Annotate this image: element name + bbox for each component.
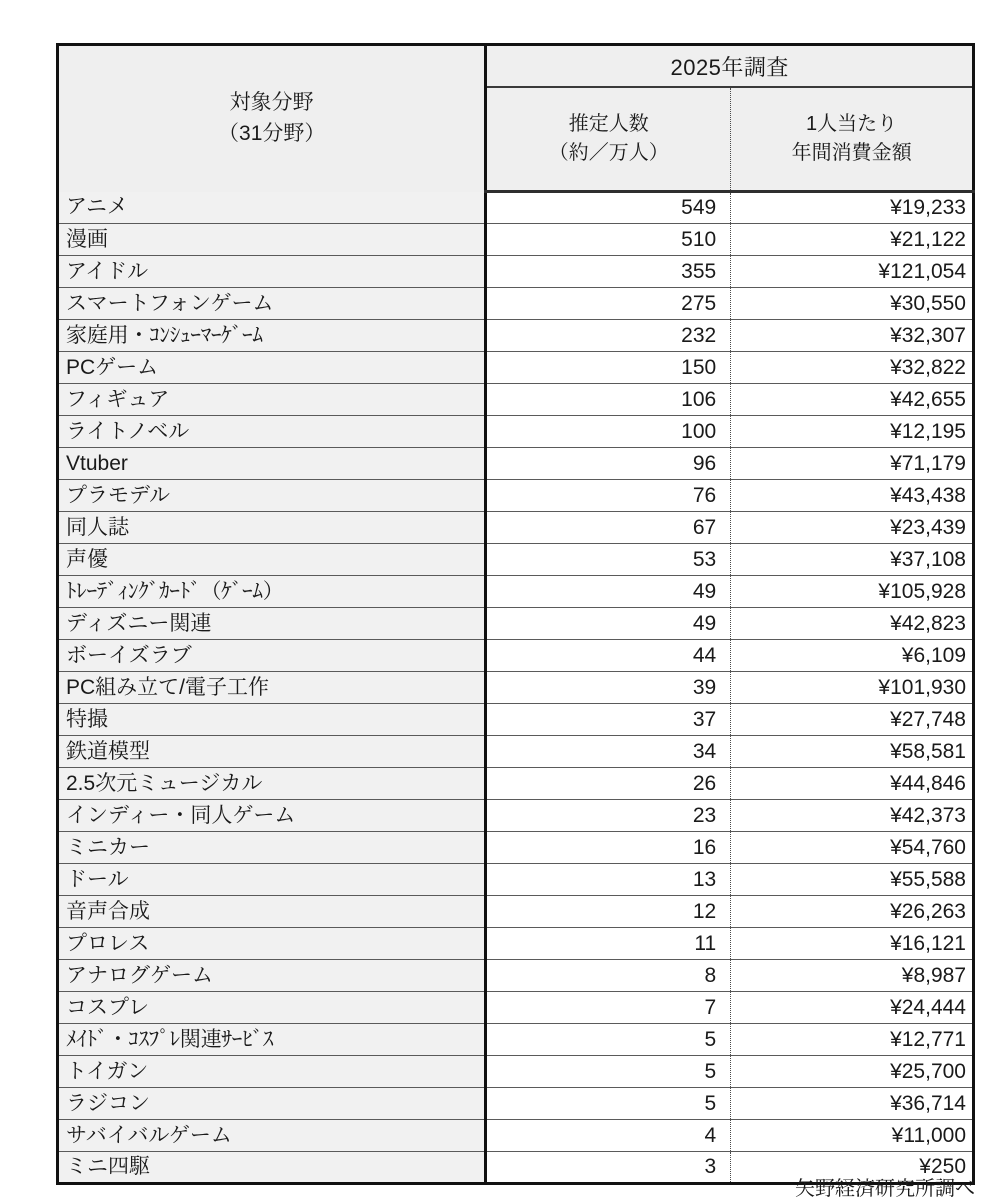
cell-field-name: コスプレ: [58, 992, 486, 1024]
table-row: [58, 640, 974, 672]
cell-field-name: インディー・同人ゲーム: [58, 800, 486, 832]
table-row: [58, 1120, 974, 1152]
cell-annual-spend: ¥43,438: [731, 480, 974, 512]
table-row: [58, 1056, 974, 1088]
cell-annual-spend: ¥42,655: [731, 384, 974, 416]
cell-estimated-people: 150: [486, 352, 731, 384]
cell-annual-spend: ¥121,054: [731, 256, 974, 288]
cell-annual-spend: ¥19,233: [731, 192, 974, 224]
cell-field-name: プロレス: [58, 928, 486, 960]
cell-annual-spend: ¥12,195: [731, 416, 974, 448]
cell-estimated-people: 4: [486, 1120, 731, 1152]
cell-annual-spend: ¥55,588: [731, 864, 974, 896]
cell-estimated-people: 100: [486, 416, 731, 448]
cell-estimated-people: 232: [486, 320, 731, 352]
cell-estimated-people: 3: [486, 1152, 731, 1184]
cell-annual-spend: ¥8,987: [731, 960, 974, 992]
cell-annual-spend: ¥23,439: [731, 512, 974, 544]
header-estimated-people: [486, 87, 731, 192]
table-row: [58, 320, 974, 352]
cell-field-name: アイドル: [58, 256, 486, 288]
cell-field-name: ドール: [58, 864, 486, 896]
table-row: [58, 960, 974, 992]
header-field-column: [58, 45, 486, 192]
table-row: [58, 544, 974, 576]
cell-field-name: 特撮: [58, 704, 486, 736]
cell-annual-spend: ¥250: [731, 1152, 974, 1184]
cell-field-name: ディズニー関連: [58, 608, 486, 640]
table-row: [58, 448, 974, 480]
cell-field-name: ミニ四駆: [58, 1152, 486, 1184]
cell-annual-spend: ¥32,822: [731, 352, 974, 384]
cell-field-name: アナログゲーム: [58, 960, 486, 992]
cell-field-name: 家庭用・ｺﾝｼｭｰﾏｰｹﾞｰﾑ: [58, 320, 486, 352]
cell-estimated-people: 549: [486, 192, 731, 224]
table-row: [58, 352, 974, 384]
cell-estimated-people: 96: [486, 448, 731, 480]
cell-estimated-people: 5: [486, 1056, 731, 1088]
cell-field-name: 同人誌: [58, 512, 486, 544]
cell-field-name: アニメ: [58, 192, 486, 224]
cell-estimated-people: 39: [486, 672, 731, 704]
table-row: [58, 256, 974, 288]
cell-annual-spend: ¥42,823: [731, 608, 974, 640]
header-spend-label-line2: 年間消費金額: [791, 142, 912, 164]
cell-estimated-people: 49: [486, 608, 731, 640]
cell-annual-spend: ¥16,121: [731, 928, 974, 960]
cell-estimated-people: 5: [486, 1024, 731, 1056]
cell-field-name: プラモデル: [58, 480, 486, 512]
cell-field-name: PC組み立て/電子工作: [58, 672, 486, 704]
cell-annual-spend: ¥24,444: [731, 992, 974, 1024]
cell-field-name: ライトノベル: [58, 416, 486, 448]
cell-estimated-people: 11: [486, 928, 731, 960]
cell-annual-spend: ¥11,000: [731, 1120, 974, 1152]
table-row: [58, 416, 974, 448]
cell-annual-spend: ¥42,373: [731, 800, 974, 832]
cell-annual-spend: ¥36,714: [731, 1088, 974, 1120]
cell-estimated-people: 76: [486, 480, 731, 512]
table-row: [58, 992, 974, 1024]
table-header: [58, 45, 974, 192]
header-survey-year: 2025年調査: [486, 45, 974, 88]
header-people-label-line2: （約／万人）: [548, 142, 669, 164]
cell-field-name: 漫画: [58, 224, 486, 256]
cell-field-name: ﾒｲﾄﾞ・ｺｽﾌﾟﾚ関連ｻｰﾋﾞｽ: [58, 1024, 486, 1056]
cell-annual-spend: ¥30,550: [731, 288, 974, 320]
table-row: [58, 832, 974, 864]
table-row: [58, 480, 974, 512]
cell-field-name: トイガン: [58, 1056, 486, 1088]
table-row: [58, 768, 974, 800]
header-field-label-line1: 対象分野: [229, 91, 314, 115]
cell-annual-spend: ¥58,581: [731, 736, 974, 768]
cell-annual-spend: ¥37,108: [731, 544, 974, 576]
cell-estimated-people: 49: [486, 576, 731, 608]
table-row: [58, 1024, 974, 1056]
cell-field-name: ﾄﾚｰﾃﾞｨﾝｸﾞｶｰﾄﾞ（ｹﾞｰﾑ）: [58, 576, 486, 608]
table-body: [58, 192, 974, 1184]
cell-estimated-people: 510: [486, 224, 731, 256]
cell-annual-spend: ¥25,700: [731, 1056, 974, 1088]
table-row: [58, 672, 974, 704]
cell-annual-spend: ¥21,122: [731, 224, 974, 256]
table-row: [58, 224, 974, 256]
table-row: [58, 512, 974, 544]
cell-annual-spend: ¥54,760: [731, 832, 974, 864]
cell-estimated-people: 37: [486, 704, 731, 736]
source-credit: 矢野経済研究所調べ: [795, 1178, 975, 1200]
table-row: [58, 864, 974, 896]
cell-field-name: ミニカー: [58, 832, 486, 864]
cell-annual-spend: ¥105,928: [731, 576, 974, 608]
cell-field-name: 声優: [58, 544, 486, 576]
cell-field-name: 音声合成: [58, 896, 486, 928]
cell-estimated-people: 8: [486, 960, 731, 992]
cell-estimated-people: 26: [486, 768, 731, 800]
cell-field-name: Vtuber: [58, 448, 486, 480]
cell-estimated-people: 16: [486, 832, 731, 864]
header-people-label-line1: 推定人数: [568, 113, 649, 135]
table-row: [58, 192, 974, 224]
table-row: [58, 576, 974, 608]
cell-estimated-people: 44: [486, 640, 731, 672]
table-row: [58, 288, 974, 320]
cell-estimated-people: 106: [486, 384, 731, 416]
table-row: [58, 736, 974, 768]
cell-estimated-people: 67: [486, 512, 731, 544]
table-row: [58, 704, 974, 736]
header-row-group: [58, 45, 974, 88]
survey-data-table: [56, 43, 975, 1185]
cell-field-name: 2.5次元ミュージカル: [58, 768, 486, 800]
cell-annual-spend: ¥6,109: [731, 640, 974, 672]
cell-annual-spend: ¥26,263: [731, 896, 974, 928]
header-spend-label-line1: 1人当たり: [806, 113, 898, 135]
cell-field-name: PCゲーム: [58, 352, 486, 384]
cell-annual-spend: ¥44,846: [731, 768, 974, 800]
cell-annual-spend: ¥101,930: [731, 672, 974, 704]
cell-estimated-people: 23: [486, 800, 731, 832]
cell-annual-spend: ¥12,771: [731, 1024, 974, 1056]
cell-estimated-people: 34: [486, 736, 731, 768]
cell-estimated-people: 12: [486, 896, 731, 928]
cell-field-name: サバイバルゲーム: [58, 1120, 486, 1152]
cell-annual-spend: ¥32,307: [731, 320, 974, 352]
table-row: [58, 1088, 974, 1120]
cell-estimated-people: 355: [486, 256, 731, 288]
cell-field-name: スマートフォンゲーム: [58, 288, 486, 320]
cell-field-name: ラジコン: [58, 1088, 486, 1120]
cell-estimated-people: 13: [486, 864, 731, 896]
cell-field-name: ボーイズラブ: [58, 640, 486, 672]
cell-estimated-people: 275: [486, 288, 731, 320]
table-row: [58, 896, 974, 928]
table-row: [58, 800, 974, 832]
table-row: [58, 608, 974, 640]
cell-estimated-people: 5: [486, 1088, 731, 1120]
table-row: [58, 928, 974, 960]
table-row: [58, 384, 974, 416]
cell-field-name: 鉄道模型: [58, 736, 486, 768]
cell-estimated-people: 53: [486, 544, 731, 576]
cell-annual-spend: ¥71,179: [731, 448, 974, 480]
cell-field-name: フィギュア: [58, 384, 486, 416]
header-field-label-line2: （31分野）: [218, 121, 326, 145]
cell-annual-spend: ¥27,748: [731, 704, 974, 736]
cell-estimated-people: 7: [486, 992, 731, 1024]
header-annual-spend: [731, 87, 974, 192]
